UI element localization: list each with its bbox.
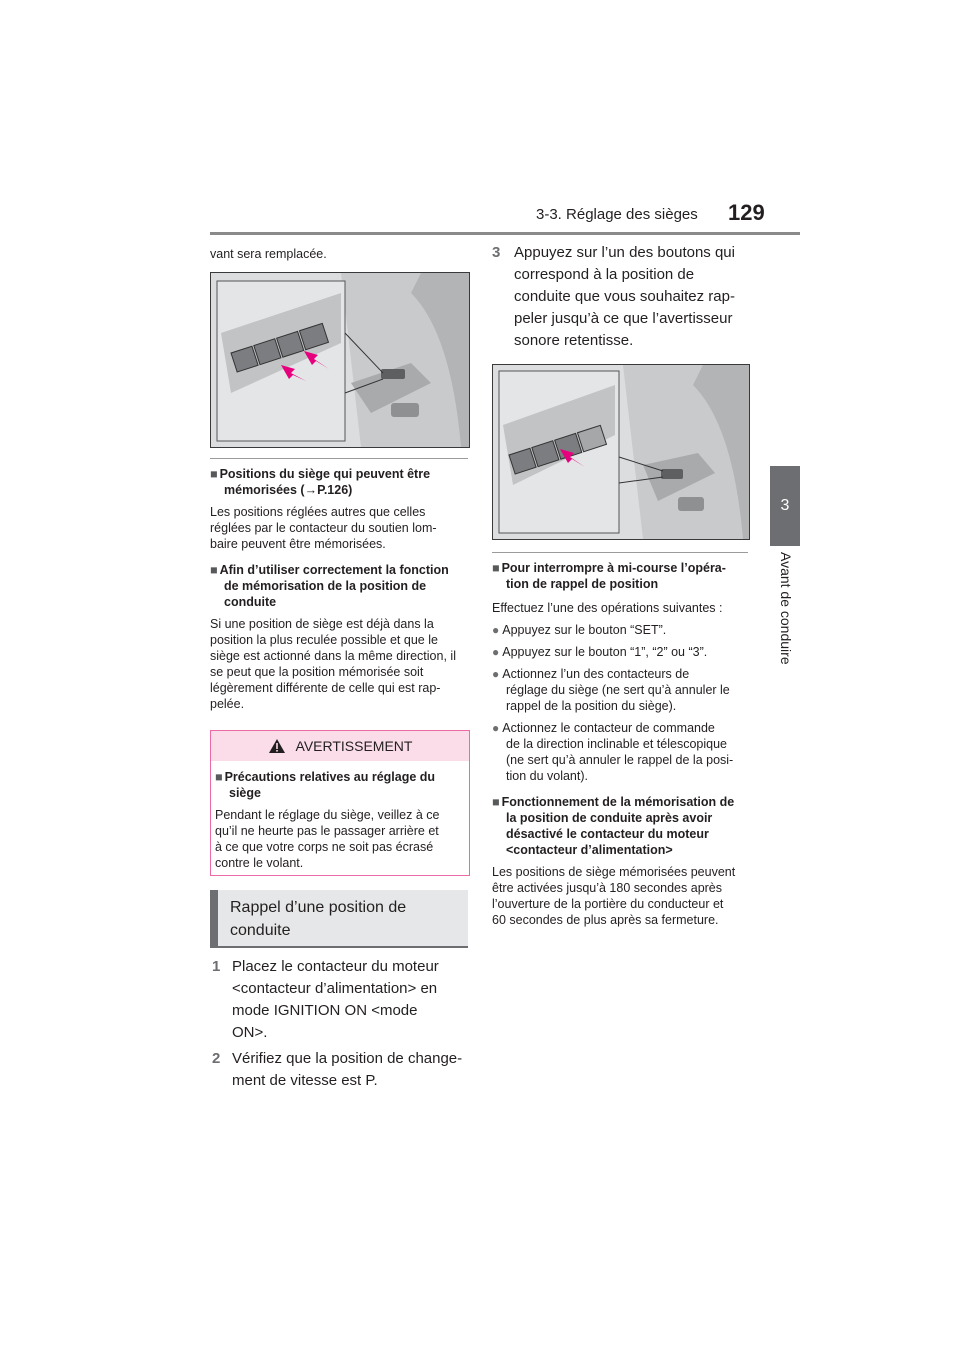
note-after-power-off	[492, 794, 758, 928]
body-line: Pendant le réglage du siège, veillez à ce	[215, 808, 440, 822]
figure-2-illustration	[493, 365, 749, 539]
note-item	[492, 666, 758, 714]
chapter-title: Avant de conduire	[778, 552, 794, 665]
procedure-header	[210, 890, 468, 948]
round-bullet-icon: ●	[492, 645, 500, 659]
warning-subtitle	[215, 769, 435, 801]
body-line: pelée.	[210, 697, 245, 711]
item-line: rappel de la position du siège).	[506, 699, 677, 713]
warning-box	[210, 730, 470, 876]
note-item	[492, 720, 758, 784]
note-title-line: Afin d’utiliser correctement la fonction	[219, 563, 449, 577]
section-title: 3-3. Réglage des sièges	[536, 206, 698, 223]
procedure-title	[230, 896, 406, 942]
step-line: conduite que vous souhaitez rap-	[514, 288, 735, 305]
round-bullet-icon: ●	[492, 623, 500, 637]
body-line: Si une position de siège est déjà dans la	[210, 617, 434, 631]
body-line: à ce que votre corps ne soit pas écrasé	[215, 840, 434, 854]
intro-text: vant sera remplacée.	[210, 247, 327, 261]
body-line: siège est actionné dans la même direction, il	[210, 649, 456, 663]
figure-1-illustration	[211, 273, 469, 447]
step-number: 3	[492, 244, 501, 261]
step-line: ment de vitesse est P.	[232, 1072, 378, 1089]
note-title	[210, 562, 472, 610]
header-rule	[210, 232, 800, 235]
square-bullet-icon: ■	[492, 795, 500, 809]
body-line: l’ouverture de la portière du conducteur et	[492, 897, 724, 911]
note-title-line: <contacteur d’alimentation>	[506, 843, 673, 857]
chapter-tab	[770, 466, 800, 546]
figure-memory-buttons-2	[492, 364, 750, 540]
warning-subtitle-line: Précautions relatives au réglage du	[224, 770, 436, 784]
body-line: être activées jusqu’à 180 secondes après	[492, 881, 723, 895]
square-bullet-icon: ■	[210, 467, 218, 481]
warning-body	[215, 807, 439, 871]
step-line: correspond à la position de	[514, 266, 695, 283]
warning-subtitle-line: siège	[229, 786, 261, 800]
note-memorizable-positions	[210, 466, 470, 552]
step-line: Appuyez sur l’un des boutons qui	[514, 244, 735, 261]
note-body	[492, 864, 758, 928]
body-line: qu’il ne heurte pas le passager arrière et	[215, 824, 439, 838]
step-text	[212, 1048, 472, 1092]
step-line: <contacteur d’alimentation> en	[232, 980, 438, 997]
step-3	[492, 242, 762, 352]
note-title-line: conduite	[224, 595, 277, 609]
item-line: Actionnez le contacteur de commande	[502, 721, 715, 735]
body-line: 60 secondes de plus après sa fermeture.	[492, 913, 719, 927]
step-text	[492, 242, 762, 352]
step-line: mode IGNITION ON <mode	[232, 1002, 418, 1019]
item-line: de la direction inclinable et télescopique	[506, 737, 727, 751]
item-line: Appuyez sur le bouton “SET”.	[502, 623, 667, 637]
step-line: Vérifiez que la position de change-	[232, 1050, 463, 1067]
note-title-line: de mémorisation de la position de	[224, 579, 427, 593]
step-2	[212, 1048, 472, 1092]
body-line: légèrement différente de celle qui est rap-	[210, 681, 441, 695]
note-body	[210, 616, 472, 712]
step-number: 2	[212, 1050, 221, 1067]
section-rule	[210, 458, 468, 459]
body-line: baire peuvent être mémorisées.	[210, 537, 386, 551]
note-title-line: tion de rappel de position	[506, 577, 659, 591]
warning-triangle-icon	[268, 738, 286, 754]
procedure-title-line: Rappel d’une position de	[230, 899, 407, 916]
item-line: Actionnez l’un des contacteurs de	[502, 667, 690, 681]
item-line: réglage du siège (ne sert qu’à annuler le	[506, 683, 730, 697]
step-1	[212, 956, 472, 1044]
step-line: Placez le contacteur du moteur	[232, 958, 439, 975]
note-title-line: la position de conduite après avoir	[506, 811, 713, 825]
step-text	[212, 956, 472, 1044]
body-line: réglées par le contacteur du soutien lom-	[210, 521, 437, 535]
note-title-line: désactivé le contacteur du moteur	[506, 827, 709, 841]
note-title-line: Fonctionnement de la mémorisation de	[501, 795, 735, 809]
chapter-number: 3	[780, 497, 790, 514]
item-line: Appuyez sur le bouton “1”, “2” ou “3”.	[502, 645, 708, 659]
body-line: position la plus reculée possible et que le	[210, 633, 438, 647]
round-bullet-icon: ●	[492, 721, 500, 735]
note-title-line: Pour interrompre à mi-course l’opéra-	[501, 561, 726, 575]
item-line: (ne sert qu’à annuler le rappel de la posi-	[506, 753, 734, 767]
note-correct-use	[210, 562, 472, 712]
note-title-line: mémorisées (→P.126)	[224, 483, 353, 497]
square-bullet-icon: ■	[492, 561, 500, 575]
chapter-side-label	[776, 552, 796, 682]
step-number: 1	[212, 958, 221, 975]
body-line: contre le volant.	[215, 856, 304, 870]
note-title	[492, 794, 758, 858]
figure-memory-buttons-1	[210, 272, 470, 448]
warning-header	[211, 731, 469, 761]
step-line: sonore retentisse.	[514, 332, 634, 349]
note-intro: Effectuez l’une des opérations suivantes :	[492, 601, 723, 615]
note-interrupt-recall	[492, 560, 758, 784]
note-title	[210, 466, 470, 498]
note-title	[492, 560, 758, 592]
round-bullet-icon: ●	[492, 667, 500, 681]
body-line: Les positions de siège mémorisées peuvent	[492, 865, 736, 879]
warning-title: AVERTISSEMENT	[295, 738, 413, 754]
section-rule	[492, 552, 748, 553]
page-number: 129	[728, 200, 765, 225]
step-line: peler jusqu’à ce que l’avertisseur	[514, 310, 733, 327]
square-bullet-icon: ■	[215, 770, 223, 784]
step-line: ON>.	[232, 1024, 268, 1041]
body-line: se peut que la position mémorisée soit	[210, 665, 424, 679]
note-item	[492, 644, 758, 660]
item-line: tion du volant).	[506, 769, 588, 783]
body-line: Les positions réglées autres que celles	[210, 505, 426, 519]
square-bullet-icon: ■	[210, 563, 218, 577]
note-item	[492, 622, 758, 638]
procedure-title-line: conduite	[230, 922, 291, 939]
note-body	[210, 504, 470, 552]
note-title-line: Positions du siège qui peuvent être	[219, 467, 431, 481]
